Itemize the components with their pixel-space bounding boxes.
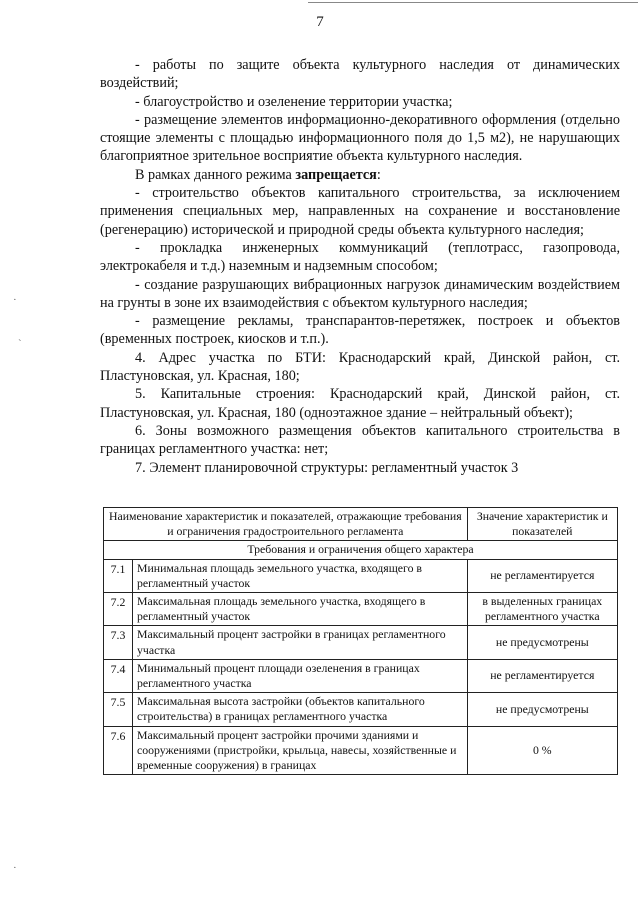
row-number: 7.1 (104, 559, 133, 592)
row-name: Максимальная высота застройки (объектов капитального строительства) в границах регламентного участка (133, 693, 468, 726)
paragraph: 4. Адрес участка по БТИ: Краснодарский край, Динской район, ст. Пластуновская, ул. Красная, 180; (100, 349, 620, 385)
paragraph: 7. Элемент планировочной структуры: регламентный участок 3 (135, 459, 519, 476)
table-row (104, 726, 618, 775)
paragraph: - прокладка инженерных коммуникаций (теплотрасс, газопровода, электрокабеля и т.д.) наземным и надземным способом; (100, 239, 620, 275)
row-number: 7.4 (104, 659, 133, 692)
table-row (104, 559, 618, 592)
row-value: не предусмотрены (467, 693, 617, 726)
table-row (104, 626, 618, 659)
paragraph: - размещение рекламы, транспарантов-перетяжек, построек и объектов (временных построек, киосков и т.п.). (100, 313, 620, 348)
row-value: не регламентируется (467, 659, 617, 692)
scan-mark: ` (18, 338, 22, 350)
header-name-cell: Наименование характеристик и показателей, отражающие требования и ограничения градостроительного регламента (104, 508, 468, 541)
row-name: Максимальный процент застройки прочими зданиями и сооружениями (пристройки, крыльца, навесы, хозяйственные и временные сооружения) в границах (133, 726, 468, 775)
paragraph: 6. Зоны возможного размещения объектов капитального строительства в границах регламентного участка: нет; (100, 422, 620, 458)
regime-heading: В рамках данного режима запрещается: (135, 166, 381, 183)
table-header-row (104, 508, 618, 541)
row-value: не предусмотрены (467, 626, 617, 659)
table-row (104, 593, 618, 626)
row-value: в выделенных границах регламентного участка (467, 593, 617, 626)
row-name: Максимальный процент застройки в границах регламентного участка (133, 626, 468, 659)
row-number: 7.3 (104, 626, 133, 659)
paragraph: - размещение элементов информационно-декоративного оформления (отдельно стоящие элементы с площадью информационного поля до 1,5 м2), не нарушающих благоприятное зрительное восприятие объекта культурного наследия. (100, 111, 620, 165)
section-cell: Требования и ограничения общего характера (104, 541, 618, 559)
paragraph: - работы по защите объекта культурного наследия от динамических воздействий; (100, 57, 620, 92)
scan-mark: · (13, 862, 17, 874)
paragraph: 5. Капитальные строения: Краснодарский край, Динской район, ст. Пластуновская, ул. Красная, 180 (одноэтажное здание – нейтральный объект); (100, 386, 620, 421)
document-body (100, 56, 620, 477)
table-row (104, 693, 618, 726)
row-value: не регламентируется (467, 559, 617, 592)
paragraph: - создание разрушающих вибрационных нагрузок динамическим воздействием на грунты в зоне их взаимодействия с объектом культурного наследия; (100, 276, 620, 311)
paragraph: - строительство объектов капитального строительства, за исключением применения специальных мер, направленных на сохранение и восстановление (регенерацию) исторической и природной среды объекта культурного наследия; (100, 185, 620, 238)
row-number: 7.5 (104, 693, 133, 726)
prohibited-keyword: запрещается (295, 166, 377, 183)
top-rule (308, 2, 638, 3)
table-row (104, 659, 618, 692)
paragraph: - благоустройство и озеленение территории участка; (135, 93, 453, 110)
table-section-row (104, 541, 618, 559)
row-number: 7.2 (104, 593, 133, 626)
scan-mark: · (13, 294, 17, 306)
row-name: Минимальный процент площади озеленения в границах регламентного участка (133, 659, 468, 692)
header-value-cell: Значение характеристик и показателей (467, 508, 617, 541)
page-number: 7 (316, 14, 324, 30)
row-value: 0 % (467, 726, 617, 775)
row-name: Минимальная площадь земельного участка, входящего в регламентный участок (133, 559, 468, 592)
row-name: Максимальная площадь земельного участка, входящего в регламентный участок (133, 593, 468, 626)
regulation-table (103, 507, 618, 775)
row-number: 7.6 (104, 726, 133, 775)
